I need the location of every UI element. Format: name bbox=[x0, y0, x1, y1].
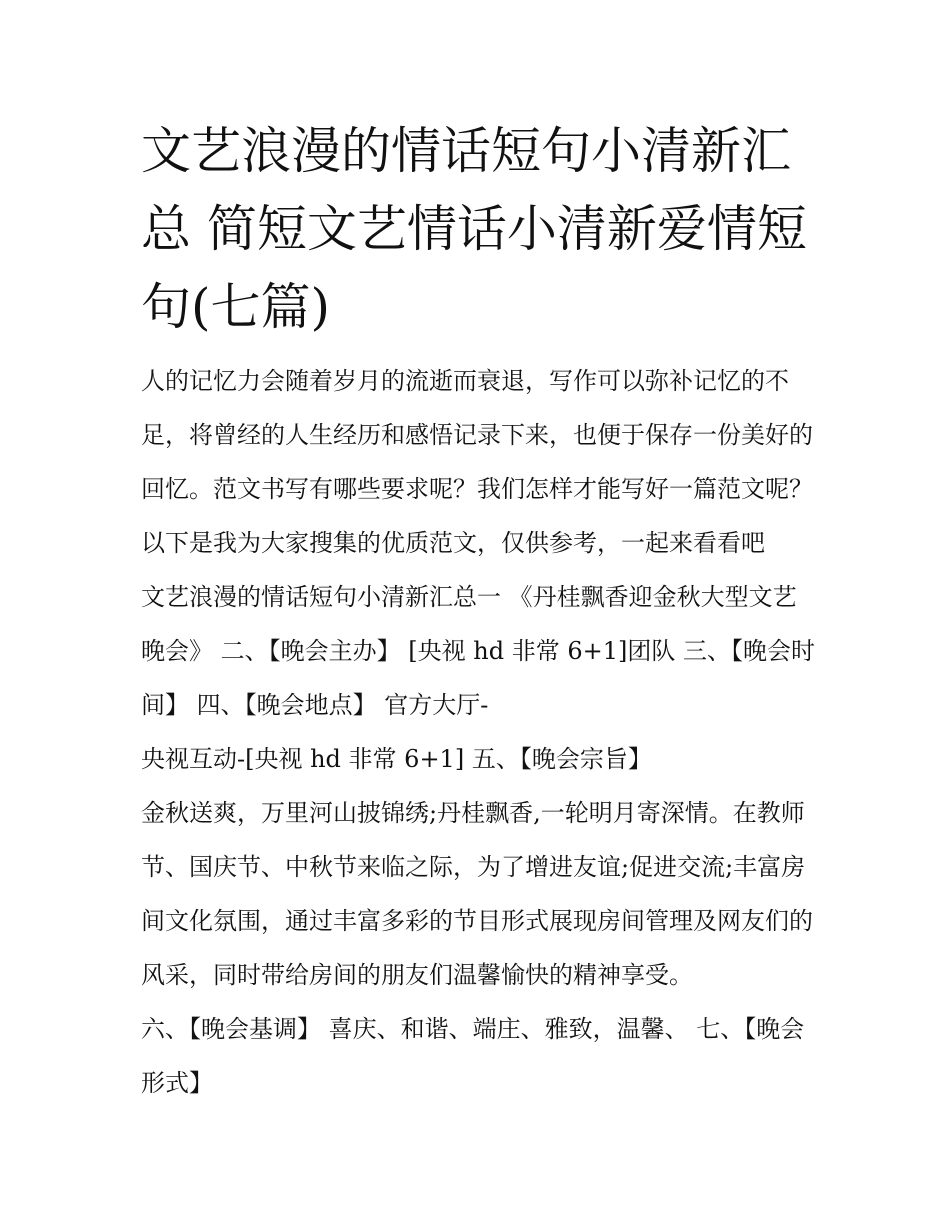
intro-paragraph: 人的记忆力会随着岁月的流逝而衰退，写作可以弥补记忆的不足，将曾经的人生经历和感悟记录下来，也便于保存一份美好的回忆。范文书写有哪些要求呢？我们怎样才能写好一篇范文呢？以下是我为大家搜集的优质范文，仅供参考，一起来看看吧 bbox=[141, 367, 813, 557]
body-paragraph-3: 金秋送爽，万里河山披锦绣;丹桂飘香,一轮明月寄深情。在教师节、国庆节、中秋节来临之际，为了增进友谊;促进交流;丰富房间文化氛围，通过丰富多彩的节目形式展现房间管理及网友们的风采，同时带给房间的朋友们温馨愉快的精神享受。 bbox=[141, 799, 813, 989]
document-page bbox=[141, 112, 817, 1110]
body-paragraph-2: 央视互动-[央视 hd 非常 6+1] 五、【晚会宗旨】 bbox=[141, 745, 652, 773]
body-paragraph-4: 六、【晚会基调】 喜庆、和谐、端庄、雅致，温馨、 七、【晚会形式】 bbox=[141, 1015, 805, 1097]
document-title: 文艺浪漫的情话短句小清新汇总 简短文艺情话小清新爱情短句(七篇) bbox=[141, 122, 807, 336]
body-paragraph-1: 文艺浪漫的情话短句小清新汇总一 《丹桂飘香迎金秋大型文艺晚会》 二、【晚会主办】 [央视 hd 非常 6+1]团队 三、【晚会时间】 四、【晚会地点】 官方大厅- bbox=[141, 583, 815, 719]
